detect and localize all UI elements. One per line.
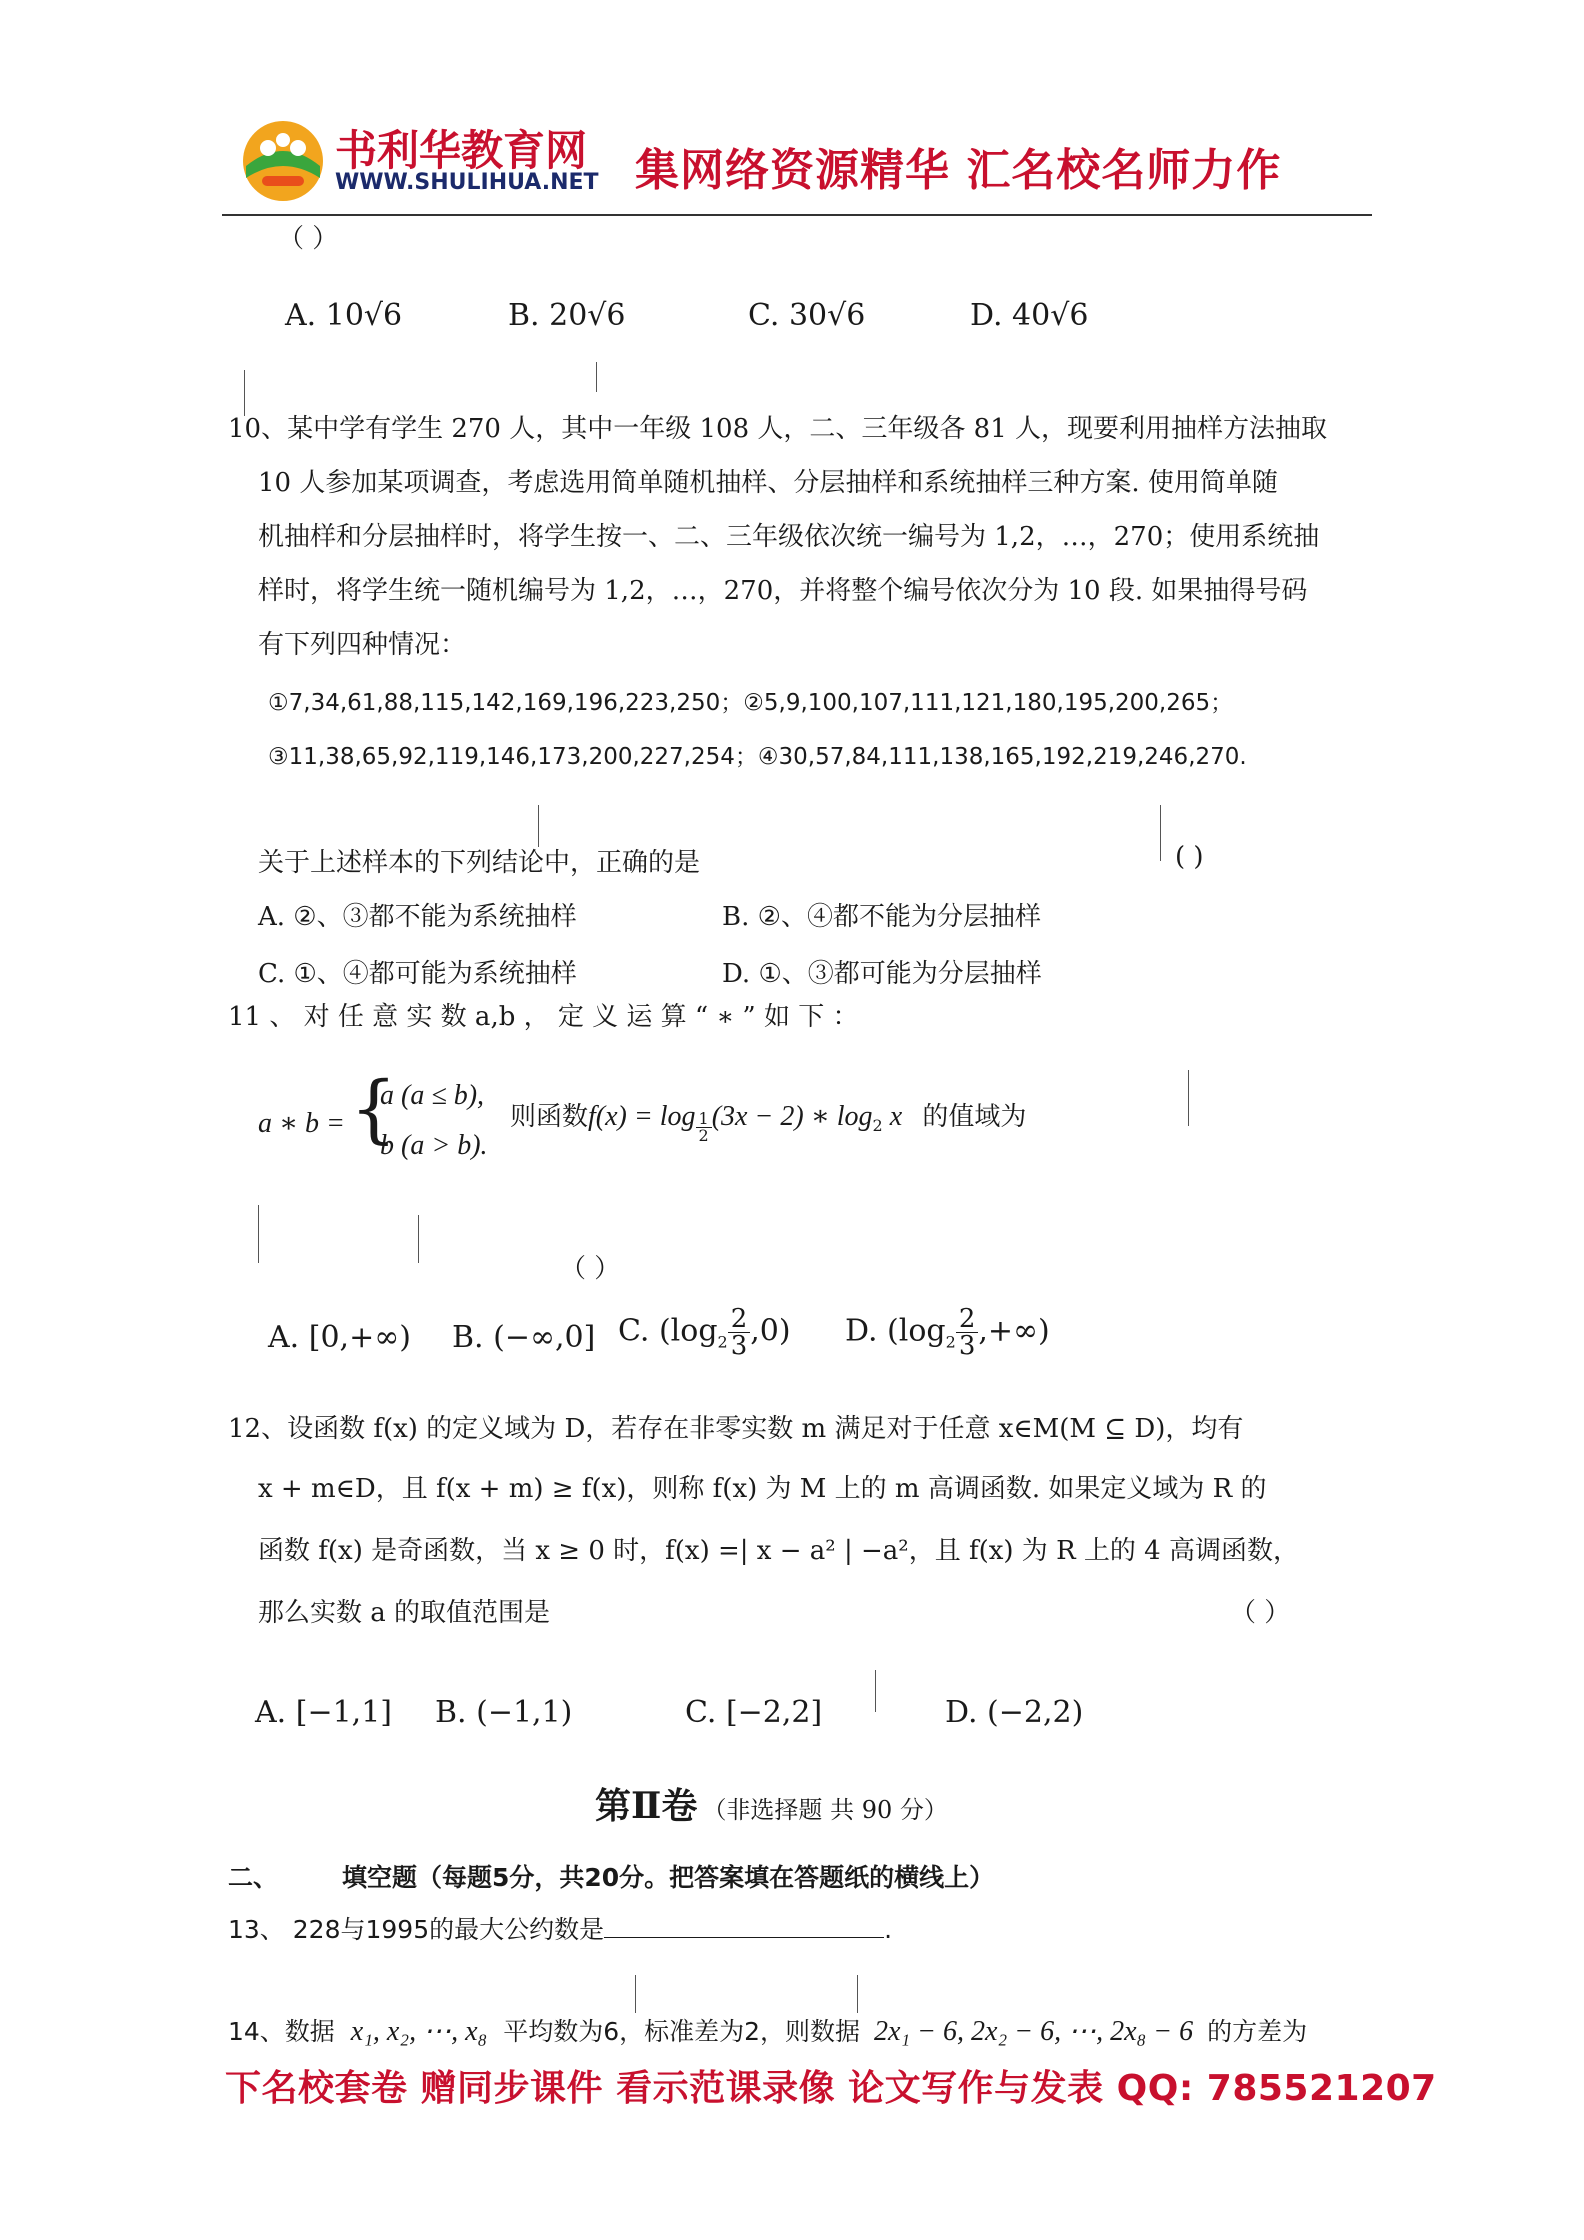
scan-mark — [875, 1670, 876, 1712]
scan-mark — [418, 1215, 419, 1263]
q10-line-1: 10、某中学有学生 270 人，其中一年级 108 人，二、三年级各 81 人，现要利用抽样方法抽取 — [228, 414, 1328, 444]
q12-line-4: 那么实数 a 的取值范围是 — [258, 1598, 551, 1628]
q10-question: 关于上述样本的下列结论中，正确的是 — [258, 848, 701, 878]
q10-line-5: 有下列四种情况： — [258, 630, 467, 660]
q11-func-b: (3x − 2) ∗ log — [711, 1101, 873, 1132]
part2-title-main: 第Ⅱ卷 — [595, 1785, 698, 1827]
q9-option-b: B. 20√6 — [508, 298, 626, 333]
scan-mark — [1188, 1070, 1189, 1126]
q14-suffix: 的方差为 — [1207, 2017, 1308, 2046]
q14-data: x₁, x₂, ⋯, x₈ — [350, 2016, 488, 2047]
q10-cases-2: ③11,38,65,92,119,146,173,200,227,254；④30,57,84,111,138,165,192,219,246,270. — [268, 744, 1247, 770]
q12-option-d: D. (−2,2) — [945, 1695, 1084, 1730]
q11-case-1: a (a ≤ b), — [380, 1080, 485, 1111]
q11-log2-sub: 2 — [872, 1116, 883, 1136]
site-name: 书利华教育网 — [335, 126, 588, 175]
q10-option-a: A. ②、③都不能为系统抽样 — [258, 902, 577, 932]
section-number: 二、 — [228, 1863, 279, 1892]
q12-line-3: 函数 f(x) 是奇函数，当 x ≥ 0 时，f(x) =| x − a² | −a²，且 f(x) 为 R 上的 4 高调函数， — [258, 1536, 1299, 1566]
q11-log-base: $\frac{1}{2}$ — [696, 1111, 712, 1144]
q9-paren: （ ） — [278, 224, 339, 254]
q10-cases-1: ①7,34,61,88,115,142,169,196,223,250；②5,9,100,107,111,121,180,195,200,265； — [268, 690, 1234, 716]
scan-mark — [635, 1975, 636, 2013]
header-slogan: 集网络资源精华 汇名校名师力作 — [635, 145, 1282, 196]
q12-option-c: C. [−2,2] — [685, 1695, 823, 1730]
footer-banner: 下名校套卷 赠同步课件 看示范课录像 论文写作与发表 QQ: 785521207 — [225, 2068, 1437, 2109]
scan-mark — [1160, 805, 1161, 861]
q10-line-4: 样时，将学生统一随机编号为 1,2，…，270，并将整个编号依次分为 10 段. 如果抽得号码 — [258, 576, 1308, 606]
q11-func-prefix: 则函数 — [510, 1102, 589, 1132]
q11-func-c: x — [882, 1101, 903, 1132]
q9-option-a: A. 10√6 — [285, 298, 403, 333]
q13-answer-blank[interactable] — [604, 1911, 884, 1938]
site-url: WWW.SHULIHUA.NET — [335, 170, 599, 195]
q12-option-b: B. (−1,1) — [435, 1695, 573, 1730]
q10-option-d: D. ①、③都可能为分层抽样 — [722, 959, 1042, 989]
q14-prefix: 14、数据 — [228, 2017, 335, 2046]
q12-paren: （ ） — [1230, 1598, 1291, 1628]
q11-brace: { — [350, 1066, 398, 1152]
scan-mark — [596, 362, 597, 392]
q9-option-c: C. 30√6 — [748, 298, 866, 333]
q11-lhs: a ∗ b = — [258, 1108, 345, 1139]
q14-middle: 平均数为6，标准差为2，则数据 — [503, 2017, 861, 2046]
q13-end: . — [884, 1915, 893, 1944]
q10-line-2: 10 人参加某项调查，考虑选用简单随机抽样、分层抽样和系统抽样三种方案. 使用简单随 — [258, 468, 1278, 498]
q11-paren: （ ） — [560, 1254, 621, 1284]
q14-data-2: 2x₁ − 6, 2x₂ − 6, ⋯, 2x₈ − 6 — [874, 2016, 1194, 2047]
part2-subtitle: （非选择题 共 90 分） — [702, 1796, 948, 1824]
q11-func-a: f(x) = log — [588, 1101, 696, 1132]
q11-lead: 11 、 对 任 意 实 数 a,b ， 定 义 运 算 “ ∗ ” 如 下 ： — [228, 1002, 859, 1032]
q13-line — [228, 1910, 892, 1946]
section-title: 填空题（每题5分，共20分。把答案填在答题纸的横线上） — [342, 1863, 995, 1892]
q12-line-2: x + m∈D，且 f(x + m) ≥ f(x)，则称 f(x) 为 M 上的 m 高调函数. 如果定义域为 R 的 — [258, 1474, 1267, 1504]
scan-mark — [258, 1205, 259, 1263]
q10-option-b: B. ②、④都不能为分层抽样 — [722, 902, 1041, 932]
part2-title — [595, 1778, 948, 1829]
scan-mark — [538, 805, 539, 847]
scan-mark — [857, 1975, 858, 2013]
q11-option-a: A. [0,+∞) — [268, 1320, 411, 1355]
header-divider — [222, 214, 1372, 216]
q12-line-1: 12、设函数 f(x) 的定义域为 D，若存在非零实数 m 满足对于任意 x∈M(M ⊆ D)，均有 — [228, 1414, 1244, 1444]
q11-case-2: b (a > b). — [380, 1130, 488, 1161]
q10-line-3: 机抽样和分层抽样时，将学生按一、二、三年级依次统一编号为 1,2，…，270；使用系统抽 — [258, 522, 1320, 552]
q11-function — [510, 1096, 1026, 1144]
q10-option-c: C. ①、④都可能为系统抽样 — [258, 959, 577, 989]
q9-option-d: D. 40√6 — [970, 298, 1089, 333]
q12-option-a: A. [−1,1] — [255, 1695, 392, 1730]
q11-option-b: B. (−∞,0] — [452, 1320, 596, 1355]
q11-option-d: D. ($\log_2$ $\frac{2}{3}$ ,+∞) — [845, 1304, 1050, 1361]
q10-paren: ( ) — [1175, 842, 1204, 872]
q11-suffix: 的值域为 — [922, 1102, 1027, 1132]
q14-line — [228, 2012, 1307, 2048]
logo-icon — [240, 118, 326, 204]
q11-option-c: C. ($\log_2$ $\frac{2}{3}$ ,0) — [618, 1304, 791, 1361]
q13-text: 13、 228与1995的最大公约数是 — [228, 1915, 605, 1944]
logo — [240, 118, 326, 204]
